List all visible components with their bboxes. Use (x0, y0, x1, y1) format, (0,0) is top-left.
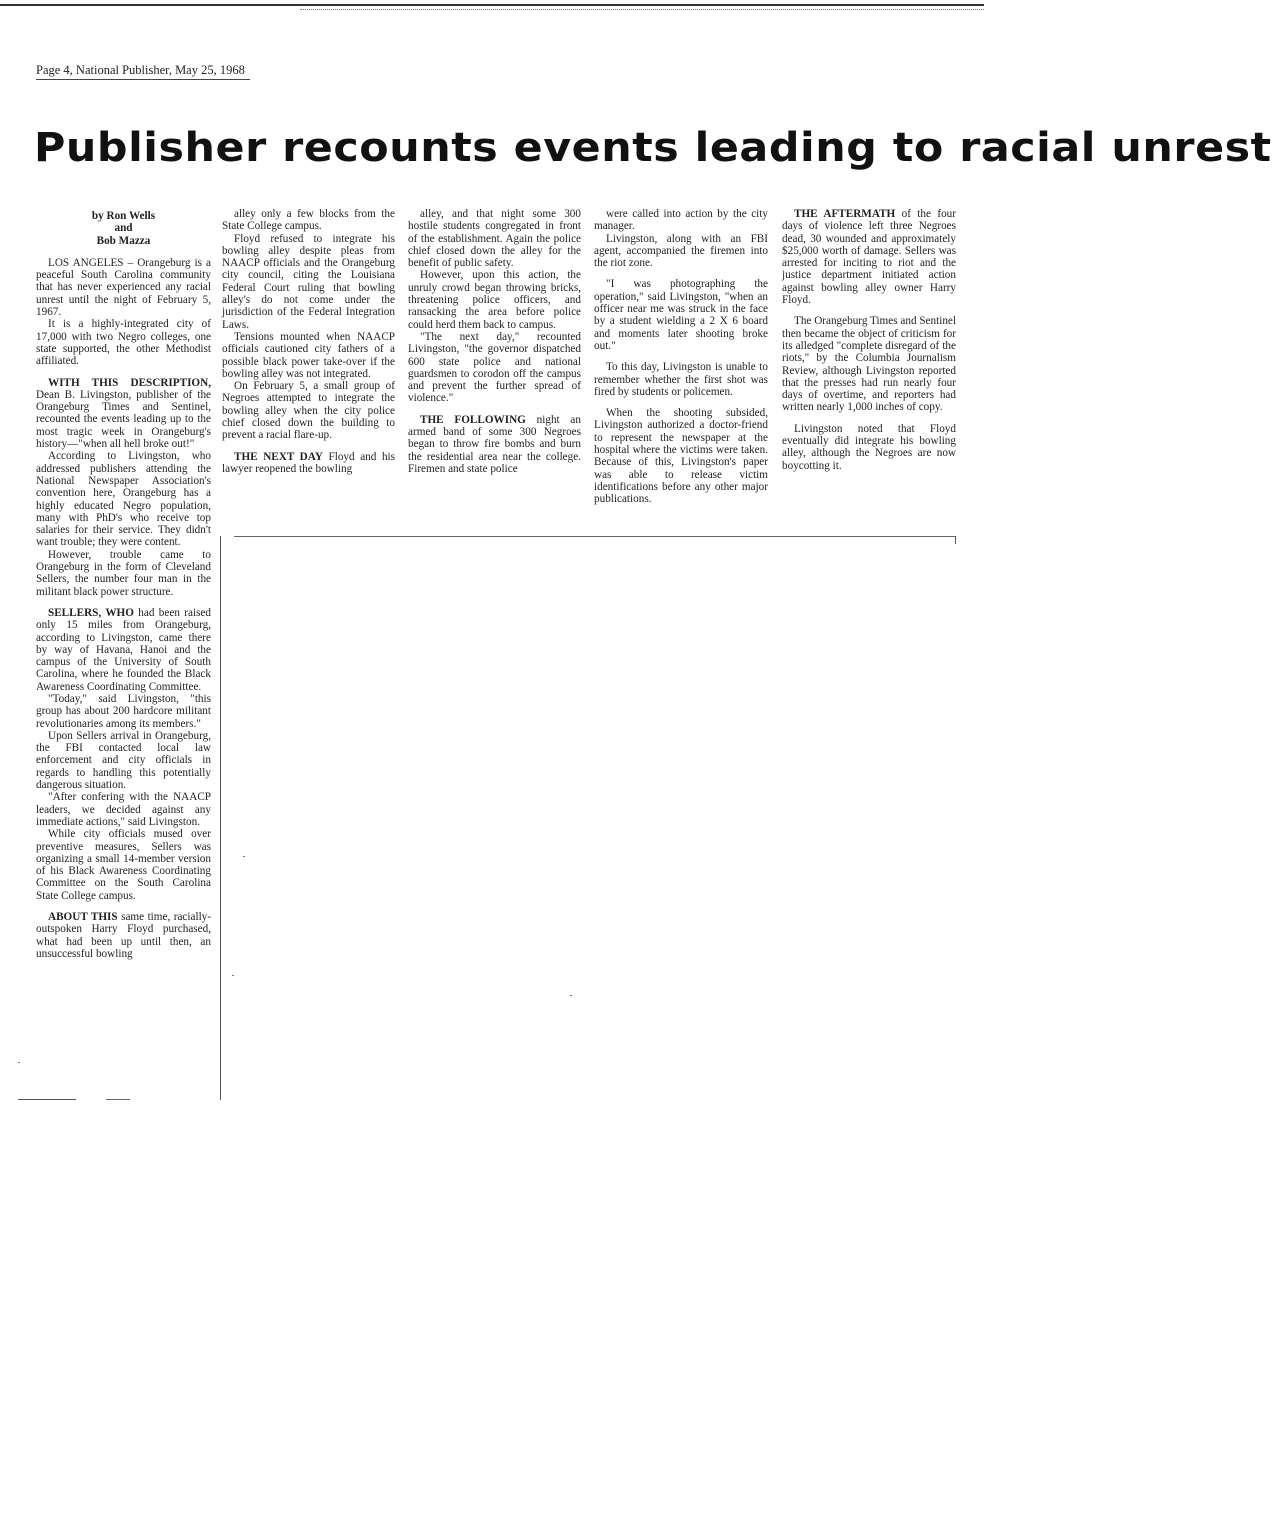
paragraph-text: Dean B. Livingston, publisher of the Orangeburg Times and Sentinel, recounted the events leading up to the most tragic week in Orangeburg's history—"when all hell broke out!" (36, 388, 211, 451)
paragraph (222, 208, 395, 233)
paragraph-text: However, trouble came to Orangeburg in the form of Cleveland Sellers, the number four man in the militant black power structure. (36, 548, 211, 598)
paragraph (36, 791, 211, 828)
paragraph-text: To this day, Livingston is unable to remember whether the first shot was fired by students or policemen. (594, 361, 768, 398)
paragraph (36, 911, 211, 960)
paragraph-text: However, upon this action, the unruly crowd began throwing bricks, threatening police officers, and ransacking the area before police could herd them back to campus. (408, 269, 581, 331)
paragraph (36, 549, 211, 598)
paragraph-text: LOS ANGELES – Orangeburg is a peaceful South Carolina community that has never experienced any racial unrest until the night of February 5, 1967. (36, 256, 211, 319)
page-folio: Page 4, National Publisher, May 25, 1968 (36, 63, 250, 80)
paragraph-text: Livingston noted that Floyd eventually did integrate his bowling alley, although the Negroes are now boycotting it. (782, 422, 956, 472)
paragraph-text: "After confering with the NAACP leaders, we decided against any immediate actions," said Livingston. (36, 791, 211, 828)
paragraph-text: On February 5, a small group of Negroes attempted to integrate the bowling alley when the city police chief closed down the building to prevent a racial flare-up. (222, 380, 395, 442)
top-dotted-rule (300, 9, 984, 10)
paragraph (36, 730, 211, 791)
paragraph (594, 233, 768, 270)
byline-and: and (114, 222, 133, 235)
print-speck (232, 975, 234, 976)
paragraph-text: Upon Sellers arrival in Orangeburg, the FBI contacted local law enforcement and city officials in regards to handling this potentially dangerous situation. (36, 729, 211, 792)
footer-rule-short (106, 1099, 130, 1100)
paragraph-text: alley only a few blocks from the State College campus. (222, 208, 395, 233)
paragraph (36, 318, 211, 367)
paragraph-text: According to Livingston, who addressed publishers attending the National Newspaper Association's convention here, Orangeburg has a highly educated Negro population, many with PhD's who receive top salaries for their service. They didn't want trouble; they were content. (36, 450, 211, 549)
paragraph-text: While city officials mused over preventive measures, Sellers was organizing a small 14-member version of his Black Awareness Coordinating Committee on the South Carolina State College campus. (36, 828, 211, 902)
paragraph (408, 269, 581, 330)
paragraph-text: "I was photographing the operation," said Livingston, "when an officer near me was struck in the face by a student wielding a 2 X 6 board and moments later shooting broke out." (594, 278, 768, 352)
footer-rule (18, 1099, 76, 1100)
paragraph (594, 361, 768, 398)
paragraph (222, 380, 395, 441)
paragraph-text: Livingston, along with an FBI agent, accompanied the firemen into the riot zone. (594, 232, 768, 270)
paragraph (36, 450, 211, 548)
article-column-3 (408, 208, 581, 475)
column-2-paragraphs (222, 208, 395, 475)
paragraph (594, 208, 768, 233)
paragraph-lead-in: THE NEXT DAY (234, 450, 323, 463)
paragraph (408, 331, 581, 405)
paragraph-text: Floyd and his lawyer reopened the bowling (222, 450, 395, 475)
paragraph-text: It is a highly-integrated city of 17,000 with two Negro colleges, one state supported, the other Methodist affiliated. (36, 318, 211, 368)
paragraph (222, 331, 395, 380)
article-column-4 (594, 208, 768, 506)
paragraph (782, 423, 956, 472)
paragraph (594, 278, 768, 352)
article-column-1 (36, 210, 211, 960)
print-speck (243, 856, 245, 857)
paragraph-text: were called into action by the city manager. (594, 208, 768, 233)
top-page-rule (0, 4, 984, 6)
byline (36, 210, 211, 247)
print-speck (18, 1062, 20, 1063)
paragraph (782, 208, 956, 306)
column-1-paragraphs (36, 257, 211, 960)
paragraph (408, 414, 581, 475)
paragraph-text: Floyd refused to integrate his bowling alley despite pleas from NAACP officials and the Orangeburg city council, citing the Louisiana Federal Court ruling that bowling alley's do not come under the jurisdiction of the Federal Integration Laws. (222, 232, 395, 331)
byline-author-2: Bob Mazza (96, 234, 151, 247)
blank-ad-space (220, 536, 956, 1100)
paragraph-lead-in: THE FOLLOWING (420, 413, 526, 426)
paragraph-text: night an armed band of some 300 Negroes began to throw fire bombs and burn the residential area near the college. Firemen and state police (408, 413, 581, 475)
column-4-paragraphs (594, 208, 768, 506)
paragraph (36, 693, 211, 730)
column-3-paragraphs (408, 208, 581, 475)
paragraph-text: "The next day," recounted Livingston, "the governor dispatched 600 state police and national guardsmen to corodon off the campus and prevent the further spread of violence." (408, 330, 581, 405)
article-headline: Publisher recounts events leading to racial unrest (34, 125, 1272, 171)
paragraph-text: had been raised only 15 miles from Orangeburg, according to Livingston, came there by way of Havana, Hanoi and the campus of the University of South Carolina, where he founded the Black Awareness Coordinating Committee. (36, 606, 211, 693)
paragraph (594, 407, 768, 505)
byline-author-1: by Ron Wells (91, 210, 156, 222)
ad-space-right-tick (955, 536, 956, 544)
ad-space-top-rule (234, 536, 956, 537)
paragraph (36, 607, 211, 693)
paragraph (36, 377, 211, 451)
paragraph (222, 233, 395, 331)
article-column-5 (782, 208, 956, 472)
column-5-paragraphs (782, 208, 956, 472)
paragraph-text: alley, and that night some 300 hostile students congregated in front of the establishment. Again the police chief closed down the alley for the benefit of public safety. (408, 208, 581, 270)
paragraph-lead-in: WITH THIS DESCRIPTION, (48, 376, 211, 389)
print-speck (570, 995, 572, 996)
paragraph-text: "Today," said Livingston, "this group has about 200 hardcore militant revolutionaries among its members." (36, 692, 211, 730)
paragraph (782, 315, 956, 413)
paragraph-lead-in: ABOUT THIS (48, 911, 118, 924)
paragraph-lead-in: SELLERS, WHO (48, 606, 134, 619)
ad-space-left-rule (220, 536, 221, 1100)
paragraph (222, 451, 395, 476)
paragraph-text: of the four days of violence left three Negroes dead, 30 wounded and approximately $25,000 worth of damage. Sellers was arrested for inciting to riot and the justice department initiated action against bowling alley owner Harry Floyd. (782, 208, 956, 307)
paragraph-text: same time, racially-outspoken Harry Floyd purchased, what had been up until then, an unsuccessful bowling (36, 911, 211, 960)
paragraph (36, 828, 211, 902)
paragraph (36, 257, 211, 318)
paragraph-text: When the shooting subsided, Livingston authorized a doctor-friend to represent the newspaper at the hospital where the victims were taken. Because of this, Livingston's paper was able to release victim identifications before any other major publications. (594, 407, 768, 506)
paragraph-text: Tensions mounted when NAACP officials cautioned city fathers of a possible black power take-over if the bowling alley was not integrated. (222, 330, 395, 380)
paragraph-lead-in: THE AFTERMATH (794, 208, 896, 220)
paragraph (408, 208, 581, 269)
paragraph-text: The Orangeburg Times and Sentinel then became the object of criticism for its alledged "complete disregard of the riots," by the Columbia Journalism Review, although Livingston reported that the presses had run nearly four days of overtime, and reporters had written nearly 1,000 inches of copy. (782, 315, 956, 414)
article-column-2 (222, 208, 395, 475)
